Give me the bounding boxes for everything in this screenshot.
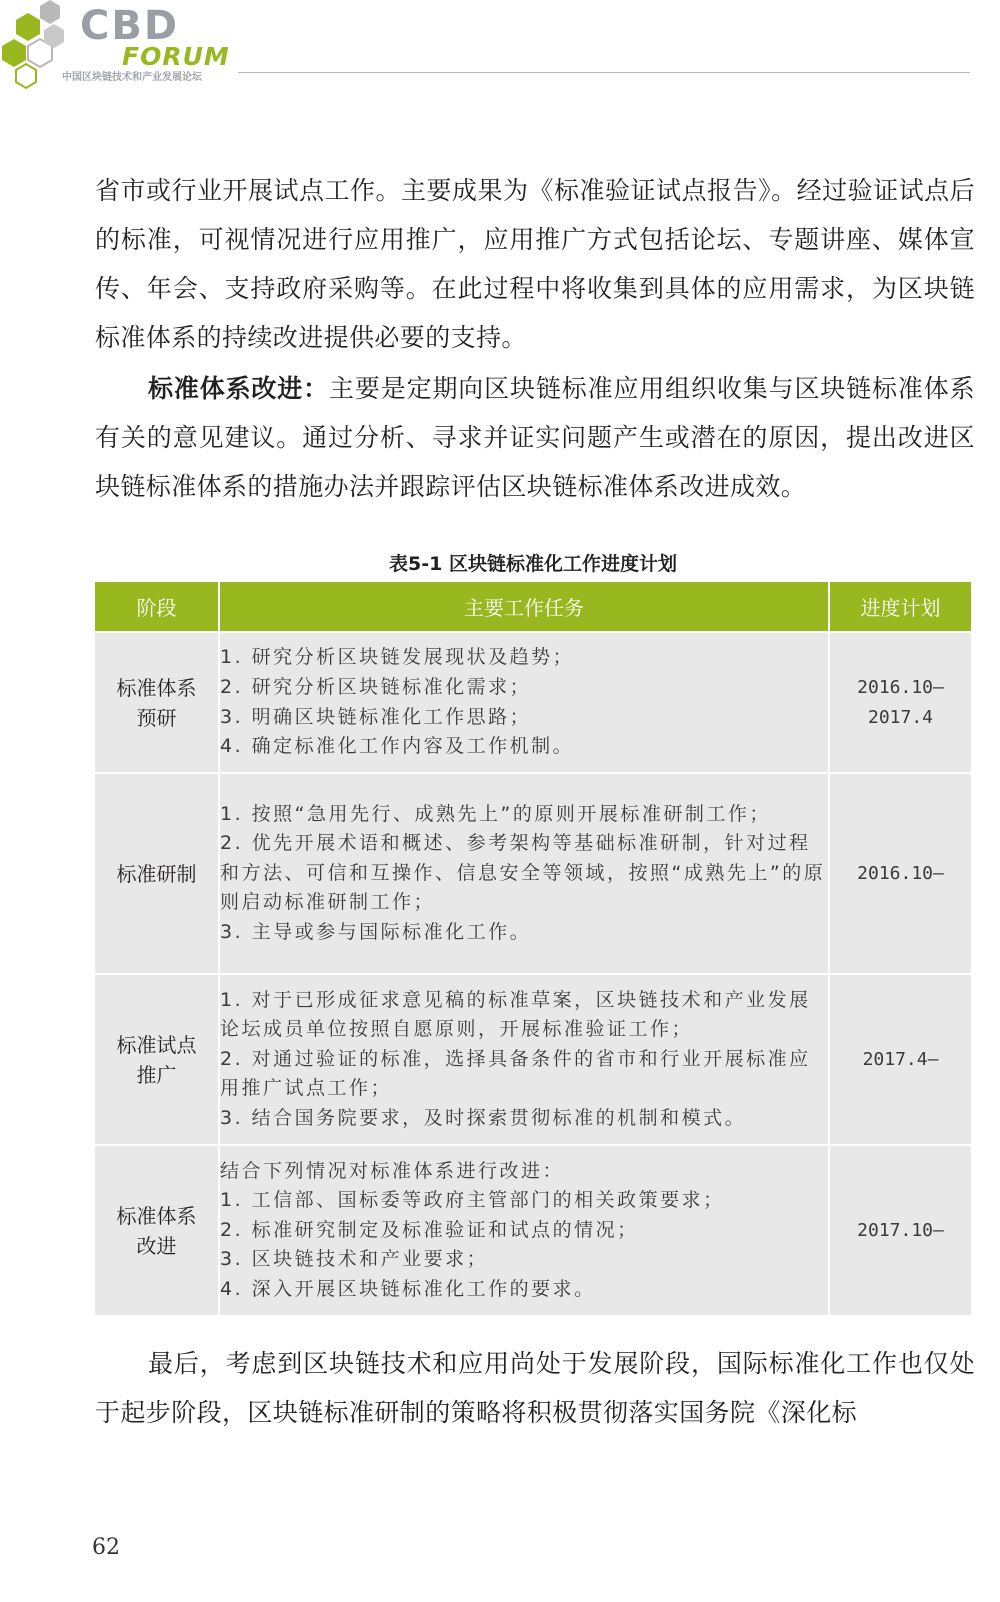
- logo-cbd-text: CBD: [80, 3, 180, 49]
- schedule-cell: [829, 974, 972, 1145]
- logo-subtitle: 中国区块链技术和产业发展论坛: [62, 72, 202, 83]
- tasks-cell: [219, 1145, 829, 1316]
- schedule-cell: [829, 1145, 972, 1316]
- task-item: 2. 对通过验证的标准，选择具备条件的省市和行业开展标准应用推广试点工作；: [220, 1047, 811, 1100]
- schedule-line: 2017.4: [867, 706, 934, 728]
- paragraph-lead: 标准体系改进：: [148, 374, 330, 403]
- tasks-cell: [219, 974, 829, 1145]
- table-header-row: [94, 581, 972, 632]
- stage-cell: [94, 632, 219, 773]
- task-item: 4. 深入开展区块链标准化工作的要求。: [220, 1277, 596, 1300]
- task-item: 结合下列情况对标准体系进行改进：: [220, 1159, 565, 1182]
- stage-cell: [94, 974, 219, 1145]
- header-tasks: 主要工作任务: [219, 581, 829, 632]
- stage-line: 标准研制: [116, 861, 197, 886]
- task-item: 3. 明确区块链标准化工作思路；: [220, 705, 532, 728]
- task-item: 1. 对于已形成征求意见稿的标准草案，区块链技术和产业发展论坛成员单位按照自愿原则，开展标准验证工作；: [220, 988, 811, 1041]
- task-item: 2. 研究分析区块链标准化需求；: [220, 675, 532, 698]
- page-number: 62: [92, 1535, 120, 1560]
- schedule-line: 2016.10—: [857, 676, 944, 698]
- schedule-line: 2016.10—: [857, 862, 944, 884]
- schedule-line: 2017.4—: [862, 1048, 939, 1070]
- stage-cell: [94, 1145, 219, 1316]
- body-paragraph-3: 最后，考虑到区块链技术和应用尚处于发展阶段，国际标准化工作也仅处于起步阶段，区块链标准研制的策略将积极贯彻落实国务院《深化标: [95, 1349, 975, 1427]
- task-item: 1. 工信部、国标委等政府主管部门的相关政策要求；: [220, 1189, 725, 1212]
- header-schedule: 进度计划: [829, 581, 972, 632]
- table-row: [94, 1145, 972, 1316]
- schedule-cell: [829, 773, 972, 974]
- task-item: 3. 结合国务院要求，及时探索贯彻标准的机制和模式。: [220, 1106, 747, 1129]
- body-paragraph-2: [95, 364, 975, 511]
- stage-line: 改进: [136, 1233, 177, 1258]
- stage-line: 标准体系: [116, 675, 197, 700]
- schedule-line: 2017.10—: [857, 1219, 944, 1241]
- stage-line: 推广: [136, 1062, 177, 1087]
- task-item: 1. 研究分析区块链发展现状及趋势；: [220, 646, 575, 669]
- forum-logo: [0, 0, 240, 92]
- schedule-table: [93, 580, 973, 1317]
- task-item: 4. 确定标准化工作内容及工作机制。: [220, 735, 575, 758]
- stage-line: 标准体系: [116, 1203, 197, 1228]
- table-row: [94, 632, 972, 773]
- task-item: 3. 区块链技术和产业要求；: [220, 1248, 489, 1271]
- paragraph-text: 主要是定期向区块链标准应用组织收集与区块链标准体系有关的意见建议。通过分析、寻求并证实问题产生或潜在的原因，提出改进区块链标准体系的措施办法并跟踪评估区块链标准体系改进成效。: [95, 374, 975, 501]
- task-item: 2. 优先开展术语和概述、参考架构等基础标准研制，针对过程和方法、可信和互操作、信息安全等领域，按照“成熟先上”的原则启动标准研制工作；: [220, 832, 826, 914]
- header-stage: 阶段: [94, 581, 219, 632]
- tasks-cell: [219, 773, 829, 974]
- header-divider: [238, 72, 970, 73]
- body-paragraph-1: 省市或行业开展试点工作。主要成果为《标准验证试点报告》。经过验证试点后的标准，可视情况进行应用推广，应用推广方式包括论坛、专题讲座、媒体宣传、年会、支持政府采购等。在此过程中将收集到具体的应用需求，为区块链标准体系的持续改进提供必要的支持。: [95, 176, 975, 352]
- tasks-cell: [219, 632, 829, 773]
- stage-cell: [94, 773, 219, 974]
- task-item: 2. 标准研究制定及标准验证和试点的情况；: [220, 1218, 639, 1241]
- logo-forum-text: FORUM: [122, 42, 230, 71]
- task-item: 3. 主导或参与国际标准化工作。: [220, 920, 532, 943]
- stage-line: 预研: [136, 705, 177, 730]
- stage-line: 标准试点: [116, 1032, 197, 1057]
- schedule-cell: [829, 632, 972, 773]
- table-row: [94, 773, 972, 974]
- table-row: [94, 974, 972, 1145]
- task-item: 1. 按照“急用先行、成熟先上”的原则开展标准研制工作；: [220, 802, 771, 825]
- table-caption: 表5-1 区块链标准化工作进度计划: [389, 553, 677, 575]
